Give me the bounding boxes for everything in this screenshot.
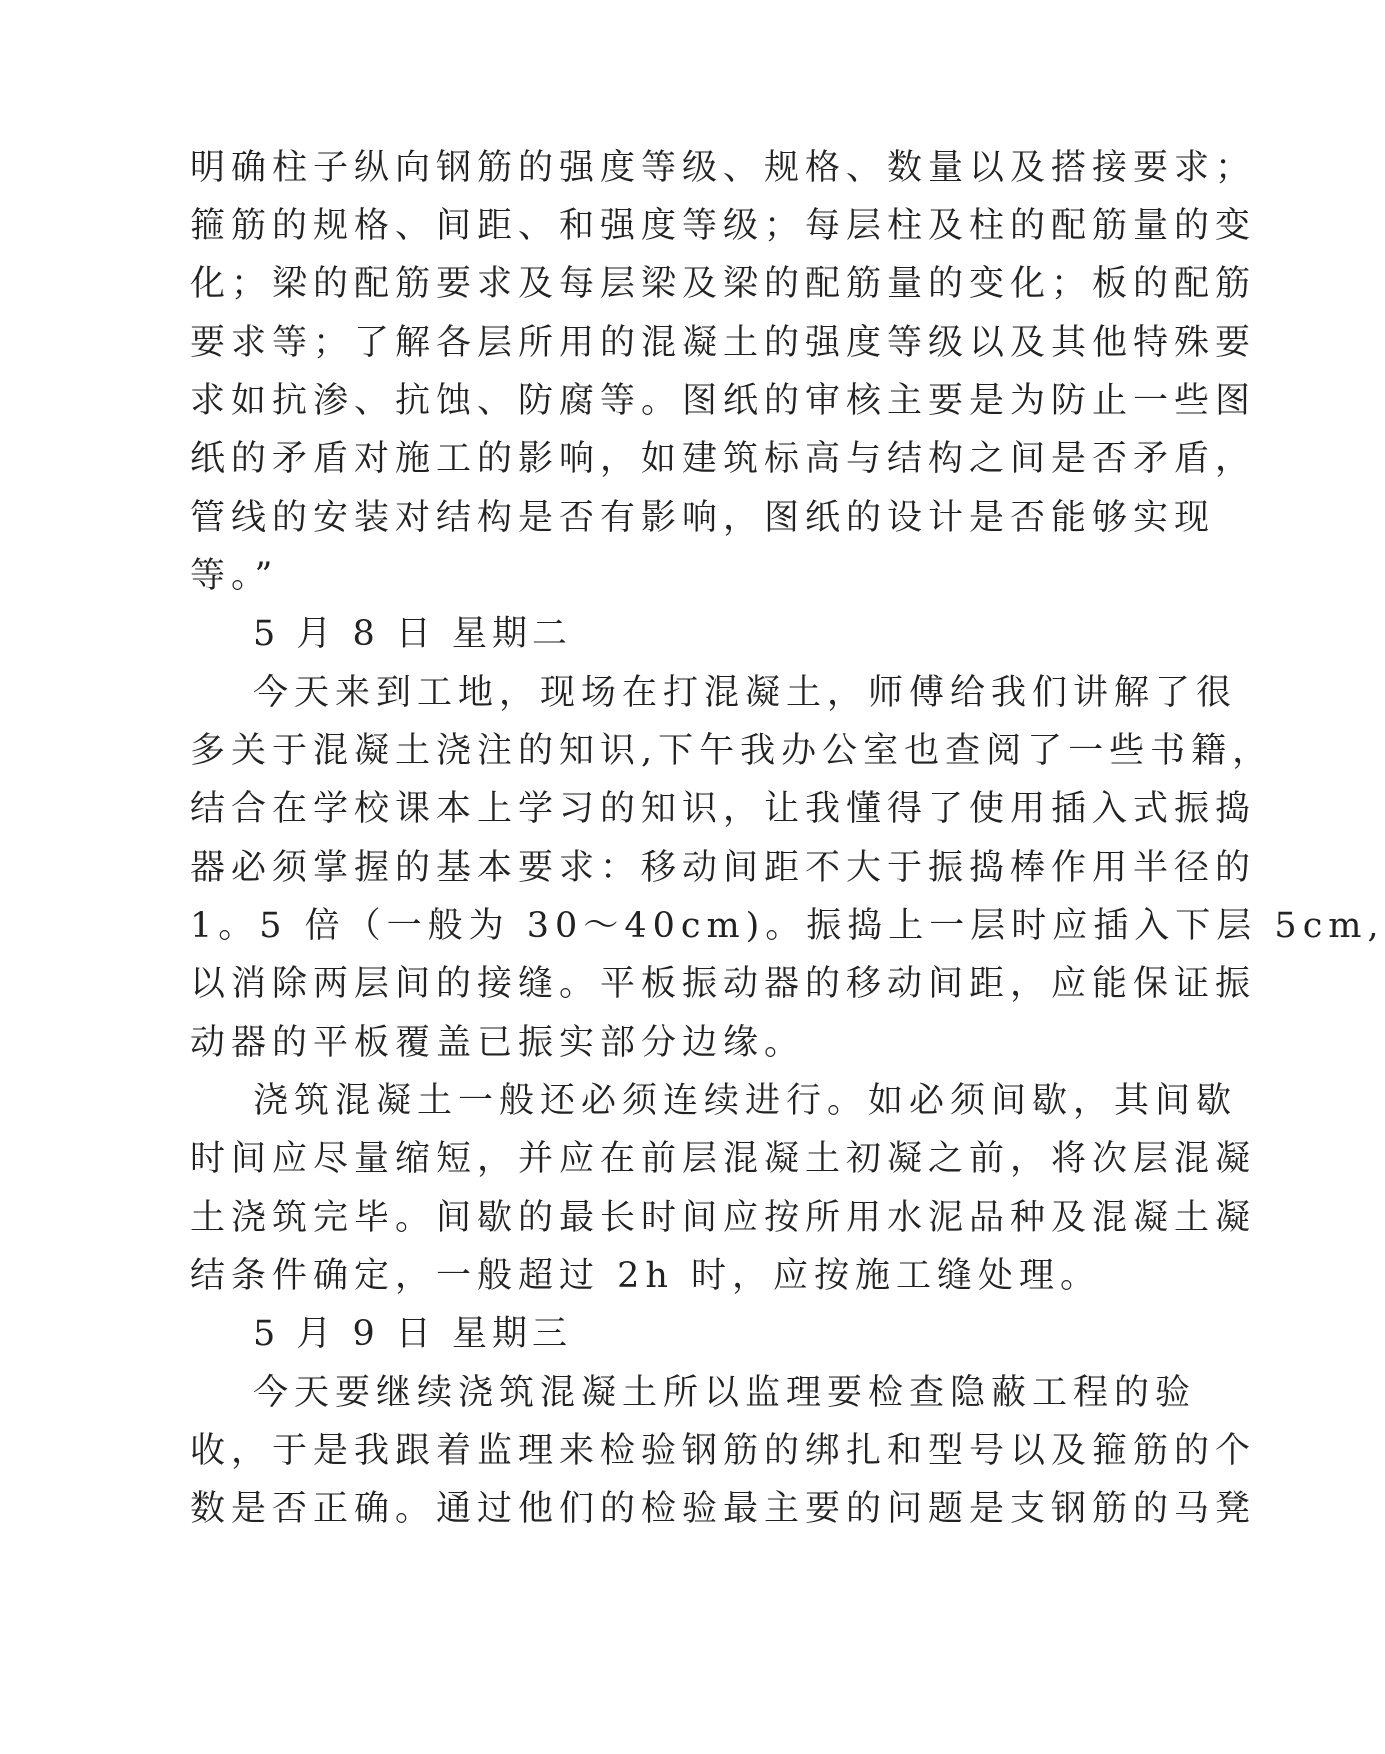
text-line: 求如抗渗、抗蚀、防腐等。图纸的审核主要是为防止一些图 bbox=[190, 381, 1257, 421]
text-line: 动器的平板覆盖已振实部分边缘。 bbox=[190, 1023, 806, 1063]
text-line: 纸的矛盾对施工的影响，如建筑标高与结构之间是否矛盾， bbox=[190, 439, 1257, 479]
text-line: 等。” bbox=[190, 556, 279, 596]
text-line: 化；梁的配筋要求及每层梁及梁的配筋量的变化；板的配筋 bbox=[190, 264, 1257, 304]
text-line: 明确柱子纵向钢筋的强度等级、规格、数量以及搭接要求； bbox=[190, 148, 1257, 188]
paragraph-first-line: 浇筑混凝土一般还必须连续进行。如必须间歇，其间歇 bbox=[253, 1081, 1238, 1121]
text-line: 箍筋的规格、间距、和强度等级；每层柱及柱的配筋量的变 bbox=[190, 206, 1257, 246]
date-heading: 5 月 8 日 星期二 bbox=[253, 614, 573, 654]
text-line: 时间应尽量缩短，并应在前层混凝土初凝之前，将次层混凝 bbox=[190, 1139, 1257, 1179]
paragraph-first-line: 今天要继续浇筑混凝土所以监理要检查隐蔽工程的验 bbox=[253, 1373, 1197, 1413]
text-line: 多关于混凝土浇注的知识,下午我办公室也查阅了一些书籍， bbox=[190, 731, 1274, 771]
text-line: 结条件确定，一般超过 2h 时，应按施工缝处理。 bbox=[190, 1256, 1102, 1296]
text-line: 要求等；了解各层所用的混凝土的强度等级以及其他特殊要 bbox=[190, 323, 1257, 363]
text-line: 数是否正确。通过他们的检验最主要的问题是支钢筋的马凳 bbox=[190, 1489, 1257, 1529]
date-heading: 5 月 9 日 星期三 bbox=[253, 1314, 573, 1354]
text-line: 1。5 倍（一般为 30～40cm)。振捣上一层时应插入下层 5cm, bbox=[190, 906, 1385, 946]
text-line: 以消除两层间的接缝。平板振动器的移动间距，应能保证振 bbox=[190, 964, 1257, 1004]
paragraph-first-line: 今天来到工地，现场在打混凝土，师傅给我们讲解了很 bbox=[253, 673, 1238, 713]
text-line: 管线的安装对结构是否有影响，图纸的设计是否能够实现 bbox=[190, 498, 1216, 538]
text-line: 收，于是我跟着监理来检验钢筋的绑扎和型号以及箍筋的个 bbox=[190, 1431, 1257, 1471]
text-line: 土浇筑完毕。间歇的最长时间应按所用水泥品种及混凝土凝 bbox=[190, 1198, 1257, 1238]
text-line: 器必须掌握的基本要求：移动间距不大于振捣棒作用半径的 bbox=[190, 848, 1257, 888]
text-line: 结合在学校课本上学习的知识，让我懂得了使用插入式振捣 bbox=[190, 789, 1257, 829]
